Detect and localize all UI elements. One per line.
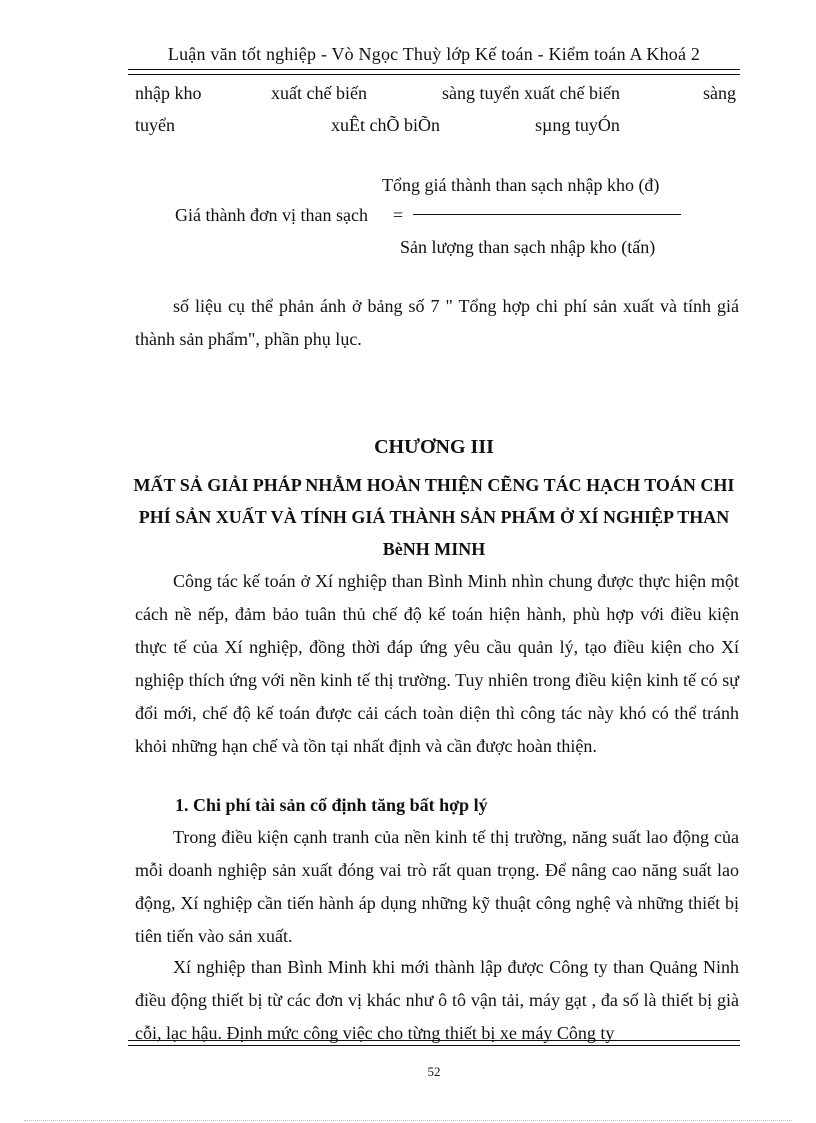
intro-paragraph: Công tác kế toán ở Xí nghiệp than Bình Minh nhìn chung được thực hiện một cách nề nếp, đảm bảo tuân thủ chế độ kế toán hiện hành, phù hợp với điều kiện thực tế của Xí nghiệp, đồng thời đáp ứng yêu cầu quản lý, tạo điều kiện cho Xí nghiệp thích ứng với nền kinh tế thị trường. Tuy nhiên trong điều kiện kinh tế có sự đổi mới, chế độ kế toán được cải cách toàn diện thì công tác này khó có thể tránh khỏi những hạn chế và tồn tại nhất định và cần được hoàn thiện. bbox=[135, 571, 739, 756]
reference-paragraph: số liệu cụ thể phản ánh ở bảng số 7 " Tổng hợp chi phí sản xuất và tính giá thành sản phẩm", phần phụ lục. bbox=[135, 296, 739, 349]
formula-numerator: Tổng giá thành than sạch nhập kho (đ) bbox=[382, 175, 660, 195]
running-header: Luận văn tốt nghiệp - Vò Ngọc Thuỳ lớp Kế toán - Kiểm toán A Khoá 2 bbox=[167, 44, 701, 64]
formula-lhs: Giá thành đơn vị than sạch bbox=[175, 205, 368, 225]
carryover-cell: sàng tuyển xuất chế biến bbox=[442, 83, 620, 103]
formula-equals: = bbox=[393, 205, 404, 225]
formula-denominator: Sản lượng than sạch nhập kho (tấn) bbox=[400, 237, 656, 257]
header-rule bbox=[128, 69, 740, 75]
page-number: 52 bbox=[427, 1064, 441, 1079]
carryover-cell: nhập kho bbox=[135, 83, 202, 103]
footer-rule bbox=[128, 1040, 740, 1046]
fraction-bar bbox=[413, 214, 681, 215]
section-heading: 1. Chi phí tài sản cố định tăng bất hợp lý bbox=[175, 795, 488, 815]
section-paragraph: Trong điều kiện cạnh tranh của nền kinh tế thị trường, năng suất lao động của mỗi doanh nghiệp sản xuất đóng vai trò rất quan trọng. Để nâng cao năng suất lao động, Xí nghiệp cần tiến hành áp dụng những kỹ thuật công nghệ và những thiết bị tiên tiến vào sản xuất. bbox=[135, 827, 739, 946]
carryover-cell: sµng tuyÓn bbox=[535, 115, 620, 135]
carryover-cell: sàng bbox=[703, 83, 736, 103]
chapter-title: MẤT SẢ GIẢI PHÁP NHẰM HOÀN THIỆN CẼNG TÁC HẠCH TOÁN CHI PHÍ SẢN XUẤT VÀ TÍNH GIÁ THÀNH SẢN PHẨM Ở XÍ NGHIỆP THAN BèNH MINH bbox=[133, 475, 735, 559]
page-edge bbox=[24, 1120, 792, 1121]
carryover-cell: xuất chế biến bbox=[271, 83, 367, 103]
carryover-cell: xuÊt chÕ biÕn bbox=[331, 115, 440, 135]
section-paragraph: Xí nghiệp than Bình Minh khi mới thành lập được Công ty than Quảng Ninh điều động thiết bị từ các đơn vị khác như ô tô vận tải, máy gạt , đa số là thiết bị già cỗi, lạc hậu. Định mức công việc cho từng thiết bị xe máy Công ty bbox=[135, 957, 739, 1043]
chapter-label: CHƯƠNG III bbox=[374, 436, 494, 458]
carryover-cell: tuyển bbox=[135, 115, 175, 135]
